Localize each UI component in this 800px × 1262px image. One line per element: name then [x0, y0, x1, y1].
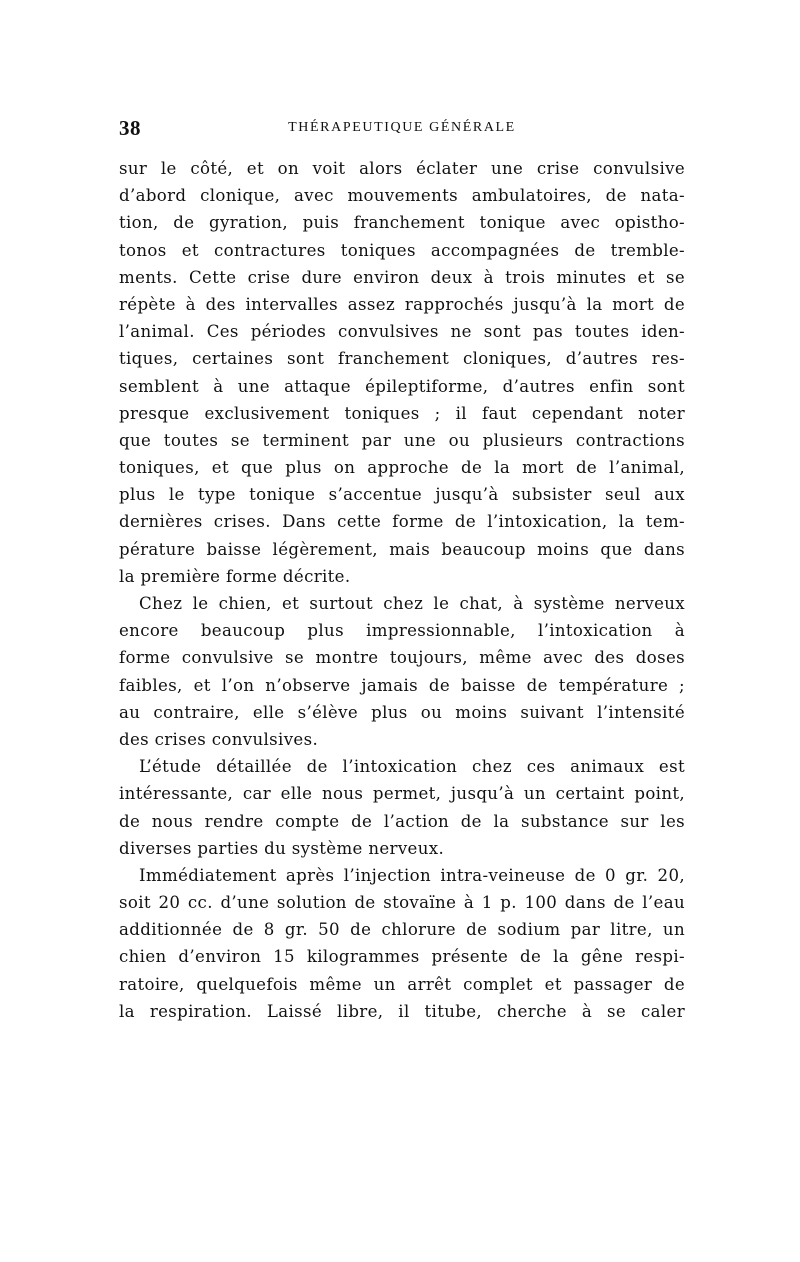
- text-line: Immédiatement après l’injection intra-veineuse de 0 gr. 20,: [139, 865, 685, 885]
- text-line: plus le type tonique s’accentue jusqu’à subsister seul aux: [119, 485, 685, 505]
- text-line: ments. Cette crise dure environ deux à trois minutes et se: [119, 267, 685, 287]
- text-line: ratoire, quelquefois même un arrêt complet et passager de: [119, 974, 685, 994]
- text-line: d’abord clonique, avec mouvements ambulatoires, de nata-: [119, 186, 685, 206]
- text-line: tonos et contractures toniques accompagnées de tremble-: [119, 240, 685, 260]
- body-text: [119, 155, 685, 1025]
- text-line: intéressante, car elle nous permet, jusqu’à un certaint point,: [119, 784, 685, 804]
- text-line: la respiration. Laissé libre, il titube, cherche à se caler: [119, 1001, 685, 1021]
- running-title: THÉRAPEUTIQUE GÉNÉRALE: [288, 120, 516, 135]
- text-line: tiques, certaines sont franchement cloniques, d’autres res-: [119, 349, 685, 369]
- paragraph: [119, 155, 685, 590]
- text-line: répète à des intervalles assez rapprochés jusqu’à la mort de: [119, 294, 685, 314]
- text-line: L’étude détaillée de l’intoxication chez ces animaux est: [139, 757, 685, 777]
- page-number: 38: [119, 116, 141, 140]
- text-line: chien d’environ 15 kilogrammes présente de la gêne respi-: [119, 947, 685, 967]
- text-line: faibles, et l’on n’observe jamais de baisse de température ;: [119, 675, 685, 695]
- text-line: que toutes se terminent par une ou plusieurs contractions: [119, 430, 685, 450]
- text-line: la première forme décrite.: [119, 566, 351, 586]
- text-line: Chez le chien, et surtout chez le chat, à système nerveux: [139, 594, 685, 613]
- text-line: dernières crises. Dans cette forme de l’intoxication, la tem-: [119, 512, 685, 532]
- text-line: des crises convulsives.: [119, 729, 319, 749]
- page-header: [119, 116, 685, 146]
- text-line: pérature baisse légèrement, mais beaucoup moins que dans: [119, 539, 685, 559]
- text-line: encore beaucoup plus impressionnable, l’intoxication à: [119, 621, 685, 641]
- text-line: au contraire, elle s’élève plus ou moins suivant l’intensité: [119, 702, 685, 722]
- text-line: forme convulsive se montre toujours, même avec des doses: [119, 648, 685, 668]
- text-line: sur le côté, et on voit alors éclater une crise convulsive: [119, 159, 685, 178]
- text-line: diverses parties du système nerveux.: [119, 838, 445, 858]
- paragraph: [119, 590, 685, 753]
- text-line: tion, de gyration, puis franchement tonique avec opistho-: [119, 213, 685, 233]
- text-line: toniques, et que plus on approche de la mort de l’animal,: [119, 458, 685, 478]
- text-line: l’animal. Ces périodes convulsives ne sont pas toutes iden-: [119, 322, 685, 342]
- text-line: semblent à une attaque épileptiforme, d’autres enfin sont: [119, 376, 685, 396]
- text-line: de nous rendre compte de l’action de la substance sur les: [119, 811, 685, 831]
- text-line: presque exclusivement toniques ; il faut cependant noter: [119, 403, 685, 423]
- text-line: additionnée de 8 gr. 50 de chlorure de sodium par litre, un: [119, 920, 685, 940]
- text-line: soit 20 cc. d’une solution de stovaïne à 1 p. 100 dans de l’eau: [119, 893, 685, 913]
- paragraph: [119, 862, 685, 1025]
- paragraph: [119, 753, 685, 862]
